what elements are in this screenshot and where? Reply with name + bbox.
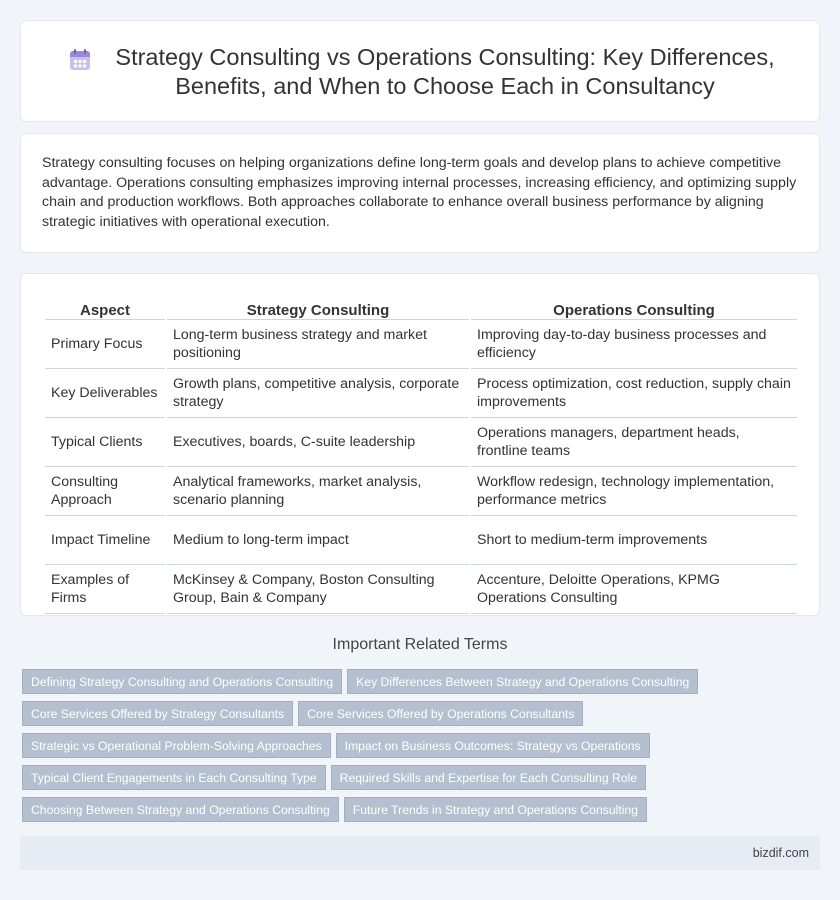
footer-site-link[interactable]: bizdif.com bbox=[752, 846, 809, 860]
cell-strategy: Analytical frameworks, market analysis, scenario planning bbox=[167, 467, 469, 516]
intro-text: Strategy consulting focuses on helping organizations define long-term goals and develop plans to achieve competitive advantage. Operations consulting emphasizes improving internal processes, increasing efficiency, and optimizing supply chain and production workflows. Both approaches collaborate to enhance overall business performance by aligning strategic initiatives with operational execution. bbox=[42, 155, 797, 230]
related-term-tag[interactable]: Defining Strategy Consulting and Operations Consulting bbox=[22, 669, 342, 694]
cell-strategy: Executives, boards, C-suite leadership bbox=[167, 418, 469, 467]
footer bbox=[20, 836, 820, 870]
page-title: Strategy Consulting vs Operations Consulting: Key Differences, Benefits, and When to Choose Each in Consultancy bbox=[115, 44, 775, 99]
tag-row bbox=[22, 669, 822, 701]
cell-operations: Improving day-to-day business processes and efficiency bbox=[471, 320, 797, 369]
table-row bbox=[45, 516, 797, 565]
cell-aspect: Examples of Firms bbox=[45, 565, 165, 614]
cell-strategy: Growth plans, competitive analysis, corporate strategy bbox=[167, 369, 469, 418]
cell-aspect: Consulting Approach bbox=[45, 467, 165, 516]
cell-operations: Operations managers, department heads, frontline teams bbox=[471, 418, 797, 467]
related-term-tag[interactable]: Typical Client Engagements in Each Consulting Type bbox=[22, 765, 326, 790]
related-term-tag[interactable]: Impact on Business Outcomes: Strategy vs Operations bbox=[336, 733, 650, 758]
cell-operations: Accenture, Deloitte Operations, KPMG Operations Consulting bbox=[471, 565, 797, 614]
calendar-icon bbox=[68, 48, 92, 72]
cell-operations: Process optimization, cost reduction, supply chain improvements bbox=[471, 369, 797, 418]
cell-strategy: McKinsey & Company, Boston Consulting Group, Bain & Company bbox=[167, 565, 469, 614]
header-aspect: Aspect bbox=[45, 296, 165, 320]
intro-card bbox=[20, 133, 820, 253]
related-term-tag[interactable]: Key Differences Between Strategy and Operations Consulting bbox=[347, 669, 698, 694]
cell-strategy: Long-term business strategy and market positioning bbox=[167, 320, 469, 369]
table-row bbox=[45, 418, 797, 467]
cell-aspect: Primary Focus bbox=[45, 320, 165, 369]
table-row bbox=[45, 320, 797, 369]
cell-operations: Workflow redesign, technology implementation, performance metrics bbox=[471, 467, 797, 516]
cell-strategy: Medium to long-term impact bbox=[167, 516, 469, 565]
related-term-tag[interactable]: Core Services Offered by Strategy Consultants bbox=[22, 701, 293, 726]
related-term-tag[interactable]: Choosing Between Strategy and Operations Consulting bbox=[22, 797, 339, 822]
cell-aspect: Impact Timeline bbox=[45, 516, 165, 565]
related-term-tag[interactable]: Core Services Offered by Operations Consultants bbox=[298, 701, 583, 726]
comparison-table bbox=[43, 296, 799, 614]
related-terms-list bbox=[22, 669, 822, 829]
tag-row bbox=[22, 701, 822, 733]
tag-row bbox=[22, 797, 822, 829]
comparison-card bbox=[20, 273, 820, 616]
cell-operations: Short to medium-term improvements bbox=[471, 516, 797, 565]
header-operations: Operations Consulting bbox=[471, 296, 797, 320]
cell-aspect: Key Deliverables bbox=[45, 369, 165, 418]
cell-aspect: Typical Clients bbox=[45, 418, 165, 467]
table-row bbox=[45, 467, 797, 516]
table-row bbox=[45, 565, 797, 614]
table-row bbox=[45, 369, 797, 418]
header-strategy: Strategy Consulting bbox=[167, 296, 469, 320]
related-term-tag[interactable]: Future Trends in Strategy and Operations Consulting bbox=[344, 797, 647, 822]
related-term-tag[interactable]: Strategic vs Operational Problem-Solving Approaches bbox=[22, 733, 331, 758]
related-term-tag[interactable]: Required Skills and Expertise for Each Consulting Role bbox=[331, 765, 646, 790]
tag-row bbox=[22, 733, 822, 765]
tag-row bbox=[22, 765, 822, 797]
title-card bbox=[20, 20, 820, 122]
table-header-row bbox=[45, 296, 797, 320]
related-terms-title: Important Related Terms bbox=[332, 636, 508, 653]
